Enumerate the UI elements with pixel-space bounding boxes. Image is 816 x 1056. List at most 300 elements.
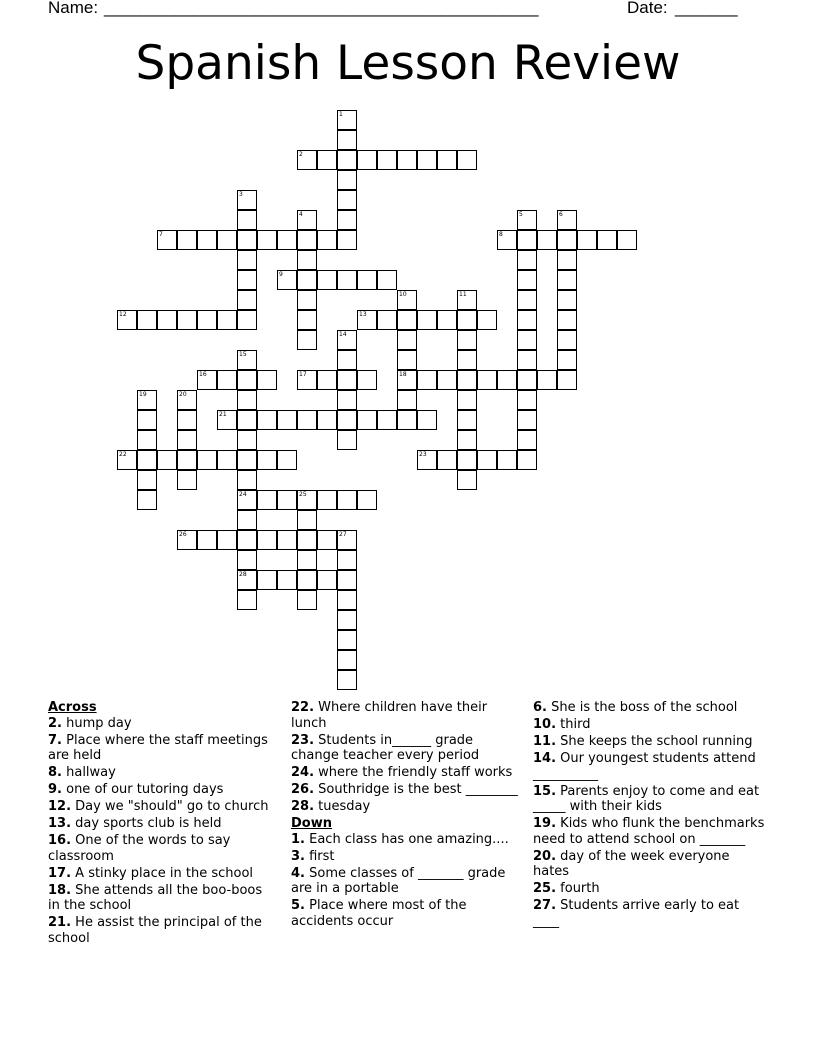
across-clues-part1 [48,716,273,947]
crossword-cell[interactable] [137,410,157,430]
crossword-cell[interactable] [197,370,217,390]
crossword-cell[interactable] [337,430,357,450]
crossword-cell[interactable] [277,530,297,550]
clue-text: One of the words to say classroom [48,833,231,864]
crossword-cell[interactable] [337,330,357,350]
crossword-cell[interactable] [357,270,377,290]
page-title: Spanish Lesson Review [135,36,681,91]
clue-text: fourth [556,881,600,896]
clue-item [48,716,273,732]
crossword-cell[interactable] [617,230,637,250]
clue-item [291,832,523,848]
cell-number: 17 [299,371,307,378]
crossword-cell[interactable] [517,430,537,450]
clue-text: Students arrive early to eat ____ [533,898,740,929]
crossword-cell[interactable] [397,390,417,410]
clue-item [291,765,523,781]
crossword-cell[interactable] [337,130,357,150]
clue-text: Place where most of the accidents occur [291,898,467,929]
cell-number: 23 [419,451,427,458]
crossword-cell[interactable] [537,370,557,390]
clue-text: one of our tutoring days [61,782,224,797]
crossword-cell[interactable] [237,590,257,610]
crossword-cell[interactable] [497,450,517,470]
crossword-cell[interactable] [137,430,157,450]
crossword-cell[interactable] [377,150,397,170]
across-clues-part2 [291,700,523,815]
crossword-cell[interactable] [217,410,237,430]
clue-text: tuesday [314,799,371,814]
crossword-cell[interactable] [237,350,257,370]
crossword-cell[interactable] [377,270,397,290]
crossword-cell[interactable] [137,390,157,410]
cell-number: 11 [459,291,467,298]
crossword-cell[interactable] [537,230,557,250]
crossword-cell[interactable] [117,310,137,330]
crossword-cell[interactable] [337,270,357,290]
clue-number: 8. [48,765,62,780]
clue-number: 22. [291,700,315,715]
crossword-cell[interactable] [257,570,277,590]
clue-number: 6. [533,700,547,715]
clue-item [533,700,765,716]
clue-text: She keeps the school running [556,734,753,749]
crossword-cell[interactable] [237,390,257,410]
crossword-cell[interactable] [297,310,317,330]
crossword-cell[interactable] [457,430,477,450]
crossword-cell[interactable] [297,330,317,350]
crossword-cell[interactable] [317,530,337,550]
crossword-cell[interactable] [157,230,177,250]
cell-number: 28 [239,571,247,578]
crossword-cell[interactable] [237,230,257,250]
crossword-cell[interactable] [277,270,297,290]
down-clues-part2 [533,700,765,929]
clue-text: where the friendly staff works [314,765,513,780]
crossword-cell[interactable] [417,150,437,170]
clue-item [48,866,273,882]
clue-item [533,717,765,733]
crossword-cell[interactable] [117,450,137,470]
crossword-cell[interactable] [237,190,257,210]
cell-number: 10 [399,291,407,298]
clue-number: 21. [48,915,72,930]
crossword-cell[interactable] [517,370,537,390]
clue-number: 14. [533,751,557,766]
clue-text: Our youngest students attend __________ [533,751,756,782]
crossword-cell[interactable] [557,210,577,230]
clue-item [533,784,765,815]
crossword-cell[interactable] [317,370,337,390]
crossword-cell[interactable] [277,570,297,590]
clue-text: hump day [61,715,132,731]
crossword-cell[interactable] [217,450,237,470]
clue-text: Students in______ grade change teacher every period [291,732,480,763]
clue-number: 20. [533,848,557,864]
crossword-cell[interactable] [397,310,417,330]
cell-number: 13 [359,311,367,318]
crossword-cell[interactable] [297,370,317,390]
clue-text: She attends all the boo-boos in the school [48,882,263,913]
crossword-cell[interactable] [257,450,277,470]
crossword-cell[interactable] [357,410,377,430]
crossword-cell[interactable] [337,630,357,650]
clue-number: 5. [291,898,305,913]
crossword-cell[interactable] [437,150,457,170]
clue-item [48,765,273,781]
crossword-cell[interactable] [197,450,217,470]
cell-number: 19 [139,391,147,398]
crossword-cell[interactable] [597,230,617,250]
clue-item [291,866,523,897]
crossword-cell[interactable] [457,450,477,470]
clue-text: Place where the staff meetings are held [48,732,268,763]
crossword-cell[interactable] [457,150,477,170]
crossword-cell[interactable] [297,210,317,230]
crossword-cell[interactable] [557,230,577,250]
crossword-cell[interactable] [177,390,197,410]
crossword-cell[interactable] [237,210,257,230]
crossword-cell[interactable] [237,370,257,390]
cell-number: 24 [239,491,247,498]
crossword-cell[interactable] [517,410,537,430]
crossword-cell[interactable] [417,310,437,330]
clue-item [48,816,273,832]
clue-number: 25. [533,881,557,896]
crossword-cell[interactable] [457,290,477,310]
crossword-cell[interactable] [457,390,477,410]
crossword-cell[interactable] [557,290,577,310]
crossword-cell[interactable] [337,390,357,410]
clue-text: A stinky place in the school [71,865,254,881]
crossword-cell[interactable] [177,310,197,330]
crossword-cell[interactable] [177,410,197,430]
crossword-cell[interactable] [317,490,337,510]
clue-item [291,799,523,815]
down-clues-part1 [291,832,523,930]
clue-number: 19. [533,816,557,831]
crossword-cell[interactable] [477,310,497,330]
crossword-cell[interactable] [577,230,597,250]
clue-item [291,849,523,865]
crossword-cell[interactable] [297,550,317,570]
clue-column-1 [48,700,273,948]
clue-text: Some classes of _______ grade are in a portable [291,865,506,896]
clue-text: first [304,848,335,864]
crossword-cell[interactable] [397,370,417,390]
crossword-cell[interactable] [417,450,437,470]
clue-item [48,915,273,946]
clue-number: 15. [533,783,557,799]
cell-number: 18 [399,371,407,378]
crossword-cell[interactable] [277,450,297,470]
crossword-cell[interactable] [517,270,537,290]
crossword-cell[interactable] [217,370,237,390]
crossword-cell[interactable] [517,210,537,230]
clue-text: Day we "should" go to church [71,799,269,814]
clue-text: Each class has one amazing.... [304,831,509,847]
crossword-cell[interactable] [277,230,297,250]
crossword-cell[interactable] [337,370,357,390]
clue-item [533,898,765,929]
crossword-cell[interactable] [397,290,417,310]
crossword-cell[interactable] [237,490,257,510]
crossword-cell[interactable] [377,410,397,430]
cell-number: 3 [239,191,243,198]
crossword-cell[interactable] [217,530,237,550]
crossword-cell[interactable] [257,490,277,510]
crossword-cell[interactable] [337,650,357,670]
crossword-cell[interactable] [337,550,357,570]
name-label: Name: [48,0,99,17]
crossword-cell[interactable] [517,310,537,330]
clue-text: Where children have their lunch [291,700,488,731]
crossword-cell[interactable] [337,230,357,250]
crossword-cell[interactable] [297,150,317,170]
clue-item [291,733,523,764]
crossword-cell[interactable] [297,490,317,510]
crossword-cell[interactable] [277,490,297,510]
crossword-cell[interactable] [297,250,317,270]
crossword-cell[interactable] [297,270,317,290]
crossword-cell[interactable] [357,370,377,390]
crossword-cell[interactable] [557,370,577,390]
clue-number: 3. [291,848,305,864]
crossword-cell[interactable] [237,450,257,470]
clue-text: He assist the principal of the school [48,915,262,946]
cell-number: 2 [299,151,303,158]
crossword-cell[interactable] [277,410,297,430]
crossword-cell[interactable] [297,530,317,550]
crossword-cell[interactable] [297,290,317,310]
crossword-cell[interactable] [217,230,237,250]
clue-number: 12. [48,799,72,814]
clue-number: 16. [48,833,72,848]
crossword-cell[interactable] [197,530,217,550]
crossword-cell[interactable] [497,370,517,390]
crossword-cell[interactable] [477,450,497,470]
clue-text: Parents enjoy to come and eat _____ with their kids [533,783,760,814]
clue-column-3 [533,700,765,931]
clue-number: 23. [291,732,315,748]
cell-number: 16 [199,371,207,378]
clue-number: 24. [291,765,315,780]
crossword-cell[interactable] [237,470,257,490]
crossword-cell[interactable] [337,150,357,170]
clue-item [533,881,765,897]
name-line: _________________________________________________ [104,0,538,17]
clue-number: 2. [48,715,62,731]
crossword-cell[interactable] [217,310,237,330]
crossword-cell[interactable] [477,370,497,390]
crossword-cell[interactable] [517,350,537,370]
crossword-cell[interactable] [457,350,477,370]
crossword-cell[interactable] [457,470,477,490]
cell-number: 22 [119,451,127,458]
crossword-cell[interactable] [557,310,577,330]
cell-number: 8 [499,231,503,238]
crossword-cell[interactable] [517,390,537,410]
crossword-cell[interactable] [257,230,277,250]
crossword-cell[interactable] [497,230,517,250]
crossword-cell[interactable] [337,210,357,230]
crossword-cell[interactable] [137,490,157,510]
clue-number: 1. [291,831,305,847]
crossword-cell[interactable] [297,410,317,430]
crossword-cell[interactable] [157,450,177,470]
crossword-cell[interactable] [337,490,357,510]
crossword-cell[interactable] [397,330,417,350]
crossword-cell[interactable] [457,310,477,330]
cell-number: 1 [339,111,343,118]
crossword-cell[interactable] [137,450,157,470]
clue-text: She is the boss of the school [546,700,738,715]
clue-item [48,833,273,864]
crossword-cell[interactable] [337,350,357,370]
cell-number: 20 [179,391,187,398]
crossword-cell[interactable] [177,230,197,250]
clue-item [48,733,273,764]
crossword-cell[interactable] [337,610,357,630]
crossword-cell[interactable] [317,570,337,590]
down-heading: Down [291,816,332,831]
crossword-cell[interactable] [457,370,477,390]
cell-number: 27 [339,531,347,538]
cell-number: 7 [159,231,163,238]
crossword-cell[interactable] [517,330,537,350]
crossword-cell[interactable] [457,330,477,350]
crossword-cell[interactable] [237,550,257,570]
crossword-cell[interactable] [337,110,357,130]
crossword-cell[interactable] [357,310,377,330]
cell-number: 21 [219,411,227,418]
crossword-cell[interactable] [237,310,257,330]
crossword-cell[interactable] [177,450,197,470]
crossword-cell[interactable] [337,530,357,550]
crossword-cell[interactable] [437,450,457,470]
crossword-cell[interactable] [137,310,157,330]
clue-item [533,816,765,847]
crossword-cell[interactable] [297,570,317,590]
clue-text: hallway [61,765,116,780]
crossword-cell[interactable] [137,470,157,490]
clue-number: 4. [291,865,305,881]
crossword-cell[interactable] [377,310,397,330]
crossword-cell[interactable] [557,250,577,270]
crossword-cell[interactable] [337,190,357,210]
crossword-cell[interactable] [317,270,337,290]
clue-number: 10. [533,717,557,732]
cell-number: 4 [299,211,303,218]
date-line: _______ [675,0,737,17]
crossword-cell[interactable] [257,530,277,550]
crossword-cell[interactable] [517,250,537,270]
crossword-cell[interactable] [257,370,277,390]
clue-item [291,898,523,929]
crossword-cell[interactable] [257,410,277,430]
cell-number: 6 [559,211,563,218]
clue-item [533,849,765,880]
clue-item [533,734,765,750]
clue-number: 9. [48,782,62,797]
cell-number: 12 [119,311,127,318]
crossword-cell[interactable] [437,310,457,330]
clue-text: Kids who flunk the benchmarks need to attend school on _______ [533,816,765,847]
crossword-cell[interactable] [337,410,357,430]
crossword-cell[interactable] [237,570,257,590]
crossword-cell[interactable] [297,510,317,530]
crossword-cell[interactable] [357,490,377,510]
clue-text: third [556,717,591,732]
crossword-cell[interactable] [397,150,417,170]
crossword-cell[interactable] [177,470,197,490]
crossword-cell[interactable] [317,410,337,430]
crossword-cell[interactable] [397,350,417,370]
date-label: Date: [627,0,668,17]
clue-item [291,782,523,798]
crossword-cell[interactable] [317,150,337,170]
clue-number: 18. [48,882,72,898]
crossword-cell[interactable] [417,370,437,390]
crossword-cell[interactable] [197,310,217,330]
crossword-cell[interactable] [237,290,257,310]
crossword-cell[interactable] [177,530,197,550]
cell-number: 15 [239,351,247,358]
crossword-cell[interactable] [297,230,317,250]
crossword-cell[interactable] [197,230,217,250]
crossword-cell[interactable] [457,410,477,430]
clue-item [48,883,273,914]
crossword-cell[interactable] [517,230,537,250]
crossword-cell[interactable] [337,590,357,610]
clue-text: day sports club is held [71,816,222,831]
crossword-cell[interactable] [237,510,257,530]
crossword-cell[interactable] [557,270,577,290]
clue-item [48,782,273,798]
clue-number: 7. [48,732,62,748]
crossword-cell[interactable] [177,430,197,450]
crossword-cell[interactable] [237,530,257,550]
crossword-cell[interactable] [517,450,537,470]
clue-number: 17. [48,865,72,881]
crossword-cell[interactable] [237,410,257,430]
clue-number: 11. [533,734,557,749]
crossword-cell[interactable] [437,370,457,390]
across-heading: Across [48,700,97,715]
clue-number: 27. [533,898,557,913]
crossword-cell[interactable] [417,410,437,430]
crossword-cell[interactable] [237,270,257,290]
crossword-cell[interactable] [337,570,357,590]
crossword-cell[interactable] [357,150,377,170]
crossword-cell[interactable] [237,250,257,270]
crossword-cell[interactable] [157,310,177,330]
crossword-cell[interactable] [317,230,337,250]
crossword-cell[interactable] [557,350,577,370]
crossword-cell[interactable] [297,590,317,610]
clue-item [48,799,273,815]
cell-number: 26 [179,531,187,538]
clue-text: Southridge is the best ________ [314,782,518,797]
crossword-cell[interactable] [517,290,537,310]
crossword-cell[interactable] [337,170,357,190]
cell-number: 14 [339,331,347,338]
cell-number: 9 [279,271,283,278]
crossword-cell[interactable] [397,410,417,430]
crossword-cell[interactable] [557,330,577,350]
crossword-cell[interactable] [337,670,357,690]
crossword-cell[interactable] [237,430,257,450]
